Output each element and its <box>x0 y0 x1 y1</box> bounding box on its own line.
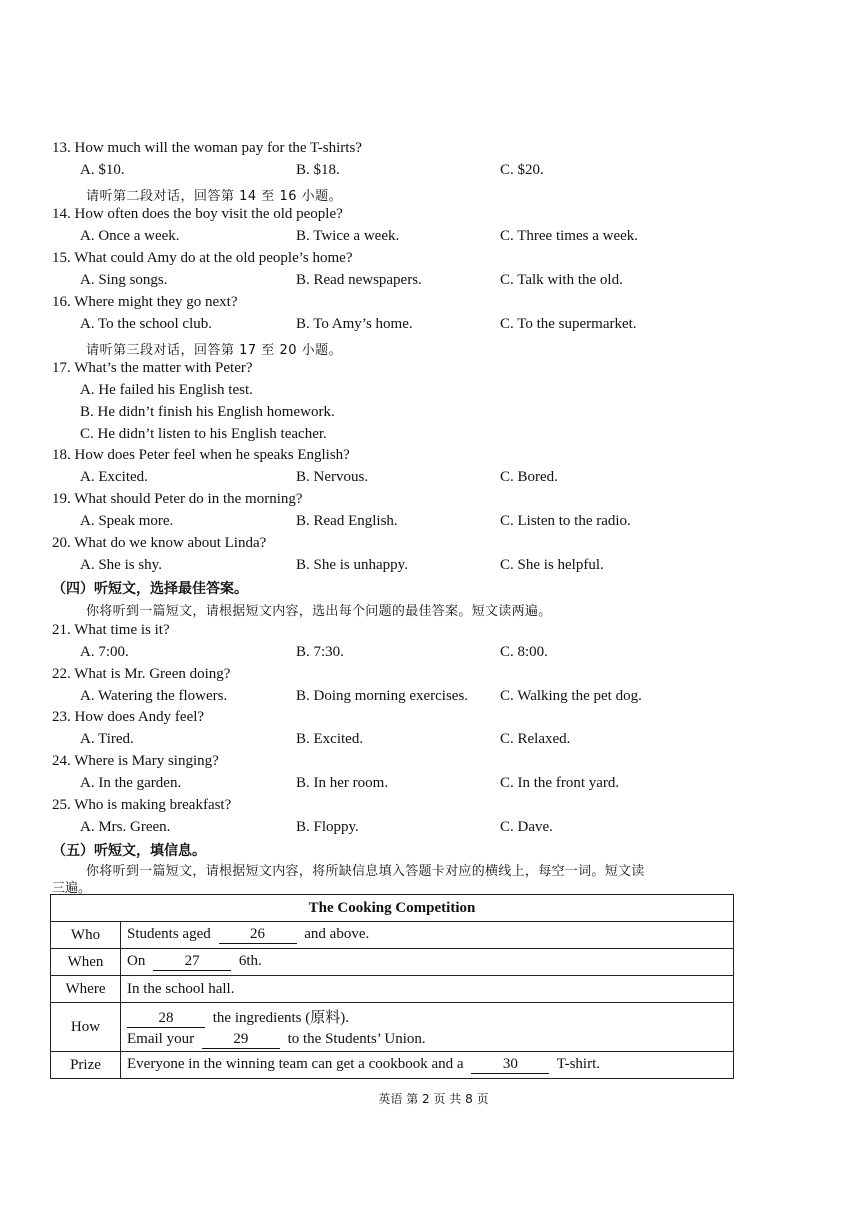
option-c: C. In the front yard. <box>500 775 620 791</box>
table-row-prize <box>51 1052 734 1079</box>
option-c: C. $20. <box>500 162 544 178</box>
question-stem: 15. What could Amy do at the old people’s home? <box>52 250 353 266</box>
option-b: B. Nervous. <box>296 469 369 485</box>
cooking-competition-table <box>50 894 734 1079</box>
question-stem: 19. What should Peter do in the morning? <box>52 491 303 507</box>
option-b: B. Read English. <box>296 513 398 529</box>
option-c: C. He didn’t listen to his English teacher. <box>80 426 327 442</box>
how-line-2 <box>127 1031 727 1049</box>
option-c: C. 8:00. <box>500 644 548 660</box>
option-a: A. To the school club. <box>80 316 212 332</box>
section-4-title: （四）听短文，选择最佳答案。 <box>52 581 248 597</box>
answer-blank-29: 29 <box>202 1031 280 1049</box>
row-label: Prize <box>51 1052 121 1079</box>
option-a: A. Tired. <box>80 731 134 747</box>
option-b: B. Twice a week. <box>296 228 400 244</box>
option-a: A. He failed his English test. <box>80 382 253 398</box>
question-stem: 18. How does Peter feel when he speaks English? <box>52 447 350 463</box>
table-row-where <box>51 976 734 1003</box>
question-stem: 22. What is Mr. Green doing? <box>52 666 231 682</box>
option-c: C. Bored. <box>500 469 558 485</box>
answer-blank-26: 26 <box>219 926 297 944</box>
row-text: Everyone in the winning team can get a cookbook and a <box>127 1056 464 1072</box>
question-stem: 17. What’s the matter with Peter? <box>52 360 253 376</box>
question-stem: 14. How often does the boy visit the old people? <box>52 206 343 222</box>
option-a: A. Excited. <box>80 469 148 485</box>
row-content: In the school hall. <box>121 976 734 1003</box>
row-label: When <box>51 949 121 976</box>
option-a: A. She is shy. <box>80 557 162 573</box>
option-a: A. Sing songs. <box>80 272 168 288</box>
option-a: A. Speak more. <box>80 513 174 529</box>
row-label: Where <box>51 976 121 1003</box>
option-a: A. Mrs. Green. <box>80 819 171 835</box>
row-content <box>121 1052 734 1079</box>
question-stem: 23. How does Andy feel? <box>52 709 205 725</box>
row-text: On <box>127 953 146 969</box>
section-4-instruction: 你将听到一篇短文，请根据短文内容，选出每个问题的最佳答案。短文读两遍。 <box>86 604 552 619</box>
table-row-when <box>51 949 734 976</box>
option-a: A. In the garden. <box>80 775 182 791</box>
row-content <box>121 1003 734 1052</box>
answer-blank-30: 30 <box>471 1056 549 1074</box>
option-a: A. 7:00. <box>80 644 129 660</box>
question-stem: 13. How much will the woman pay for the T-shirts? <box>52 140 362 156</box>
option-a: A. Watering the flowers. <box>80 688 228 704</box>
dialogue-2-note: 请听第二段对话，回答第 14 至 16 小题。 <box>86 189 343 204</box>
option-c: C. Listen to the radio. <box>500 513 631 529</box>
section-5-title: （五）听短文，填信息。 <box>52 843 206 859</box>
question-stem: 16. Where might they go next? <box>52 294 238 310</box>
option-c: C. Walking the pet dog. <box>500 688 642 704</box>
section-5-instruction: 你将听到一篇短文，请根据短文内容，将所缺信息填入答题卡对应的横线上，每空一词。短文读 <box>86 864 645 879</box>
option-c: C. She is helpful. <box>500 557 604 573</box>
answer-blank-27: 27 <box>153 953 231 971</box>
option-c: C. Dave. <box>500 819 553 835</box>
answer-blank-28: 28 <box>127 1010 205 1028</box>
option-b: B. He didn’t finish his English homework. <box>80 404 335 420</box>
question-stem: 25. Who is making breakfast? <box>52 797 232 813</box>
row-text: 6th. <box>238 953 262 969</box>
row-text: the ingredients (原料). <box>212 1009 349 1026</box>
option-b: B. Read newspapers. <box>296 272 422 288</box>
section-5-instruction-cont: 三遍。 <box>52 881 92 896</box>
option-b: B. Doing morning exercises. <box>296 688 469 704</box>
row-content <box>121 949 734 976</box>
row-text: Email your <box>127 1030 195 1047</box>
option-b: B. To Amy’s home. <box>296 316 413 332</box>
option-b: B. In her room. <box>296 775 389 791</box>
row-text: T-shirt. <box>556 1056 600 1072</box>
option-b: B. $18. <box>296 162 340 178</box>
option-b: B. She is unhappy. <box>296 557 408 573</box>
table-title: The Cooking Competition <box>51 895 734 922</box>
option-a: A. Once a week. <box>80 228 180 244</box>
dialogue-3-note: 请听第三段对话，回答第 17 至 20 小题。 <box>86 343 343 358</box>
option-a: A. $10. <box>80 162 125 178</box>
option-b: B. Floppy. <box>296 819 359 835</box>
row-text: to the Students’ Union. <box>287 1030 426 1047</box>
row-text: Students aged <box>127 926 211 942</box>
question-stem: 24. Where is Mary singing? <box>52 753 219 769</box>
how-line-1 <box>127 1006 727 1028</box>
option-c: C. Three times a week. <box>500 228 639 244</box>
page-footer: 英语 第 2 页 共 8 页 <box>378 1092 489 1106</box>
row-label: How <box>51 1003 121 1052</box>
option-c: C. To the supermarket. <box>500 316 637 332</box>
option-b: B. 7:30. <box>296 644 344 660</box>
table-row-who <box>51 922 734 949</box>
option-c: C. Talk with the old. <box>500 272 623 288</box>
row-content <box>121 922 734 949</box>
row-label: Who <box>51 922 121 949</box>
option-c: C. Relaxed. <box>500 731 571 747</box>
table-row-how <box>51 1003 734 1052</box>
row-text: and above. <box>304 926 370 942</box>
question-stem: 20. What do we know about Linda? <box>52 535 267 551</box>
question-stem: 21. What time is it? <box>52 622 170 638</box>
option-b: B. Excited. <box>296 731 364 747</box>
